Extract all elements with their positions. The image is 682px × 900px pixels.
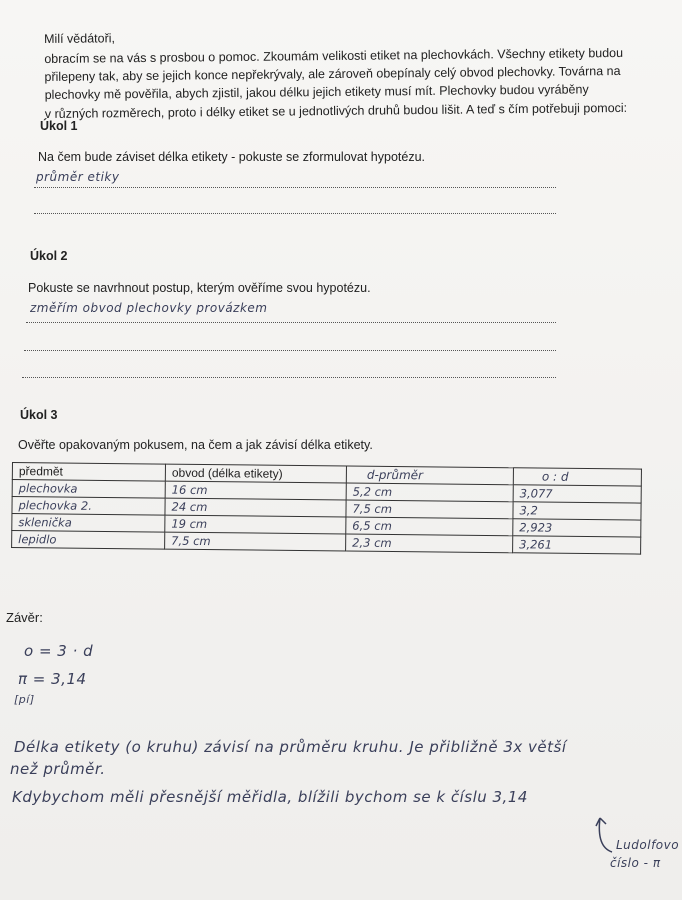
cell-circumference: 16 cm [165,481,346,500]
col-header-item: předmět [12,463,165,482]
task3-question: Ověřte opakovaným pokusem, na čem a jak závisí délka etikety. [18,438,373,452]
results-table [11,462,642,555]
cell-ratio: 3,2 [513,502,641,520]
cell-item: sklenička [12,514,165,533]
col-header-ratio: o : d [513,468,641,486]
answer-line [26,322,556,323]
intro-line-1: obracím se na vás s prosbou o pomoc. Zkoumám velikosti etiket na plechovkách. Všechny etikety budou [44,46,624,67]
intro-line-4: v různých rozměrech, proto i délky etiket se u jednotlivých druhů budou lišit. A teď s čím potřebuji pomoci: [44,100,628,121]
task1-answer: průměr etiky [36,170,120,184]
cell-diameter: 5,2 cm [346,483,513,502]
pi-note-line-1: Ludolfovo [616,838,680,852]
task2-question: Pokuste se navrhnout postup, kterým ověříme svou hypotézu. [28,281,371,295]
intro-line-3: plechovky mě pověřila, abych zjistil, jakou délku jejich etikety musí mít. Plechovky budou vyráběny [44,82,589,103]
conclusion-line-3: Kdybychom měli přesnější měřidla, blížili bychom se k číslu 3,14 [12,788,528,806]
pi-value: π = 3,14 [18,670,87,688]
task2-answer: změřím obvod plechovky provázkem [30,301,268,315]
cell-ratio: 3,077 [513,485,641,503]
cell-ratio: 3,261 [513,536,641,554]
cell-diameter: 7,5 cm [346,500,513,519]
intro-line-2: přilepeny tak, aby se jejich konce nepřekrývaly, ale zároveň obepínaly celý obvod plechovky. Továrna na [44,64,621,85]
cell-circumference: 24 cm [165,498,346,517]
arrow-icon [590,812,630,862]
cell-item: plechovka [12,480,165,499]
cell-diameter: 2,3 cm [346,534,513,553]
answer-line [34,213,556,214]
col-header-diameter: d-průměr [346,466,513,485]
task1-heading: Úkol 1 [40,119,78,133]
conclusion-line-2: než průměr. [10,760,106,778]
col-header-circumference: obvod (délka etikety) [165,464,346,483]
task3-heading: Úkol 3 [20,408,58,422]
cell-item: plechovka 2. [12,497,165,516]
task1-question: Na čem bude záviset délka etikety - pokuste se zformulovat hypotézu. [38,150,425,164]
cell-item: lepidlo [12,531,165,550]
formula-line: o = 3 · d [24,642,94,660]
cell-circumference: 19 cm [165,515,346,534]
answer-line [34,187,556,188]
pi-note-line-2: číslo - π [610,856,661,870]
pi-label: [pí] [14,693,35,706]
answer-line [22,377,556,378]
conclusion-heading: Závěr: [6,610,43,625]
answer-line [24,350,556,351]
greeting: Milí vědátoři, [44,31,116,46]
task2-heading: Úkol 2 [30,249,68,263]
conclusion-line-1: Délka etikety (o kruhu) závisí na průměru kruhu. Je přibližně 3x větší [14,738,567,756]
cell-circumference: 7,5 cm [165,532,346,551]
intro-text [44,24,645,123]
cell-ratio: 2,923 [513,519,641,537]
cell-diameter: 6,5 cm [346,517,513,536]
